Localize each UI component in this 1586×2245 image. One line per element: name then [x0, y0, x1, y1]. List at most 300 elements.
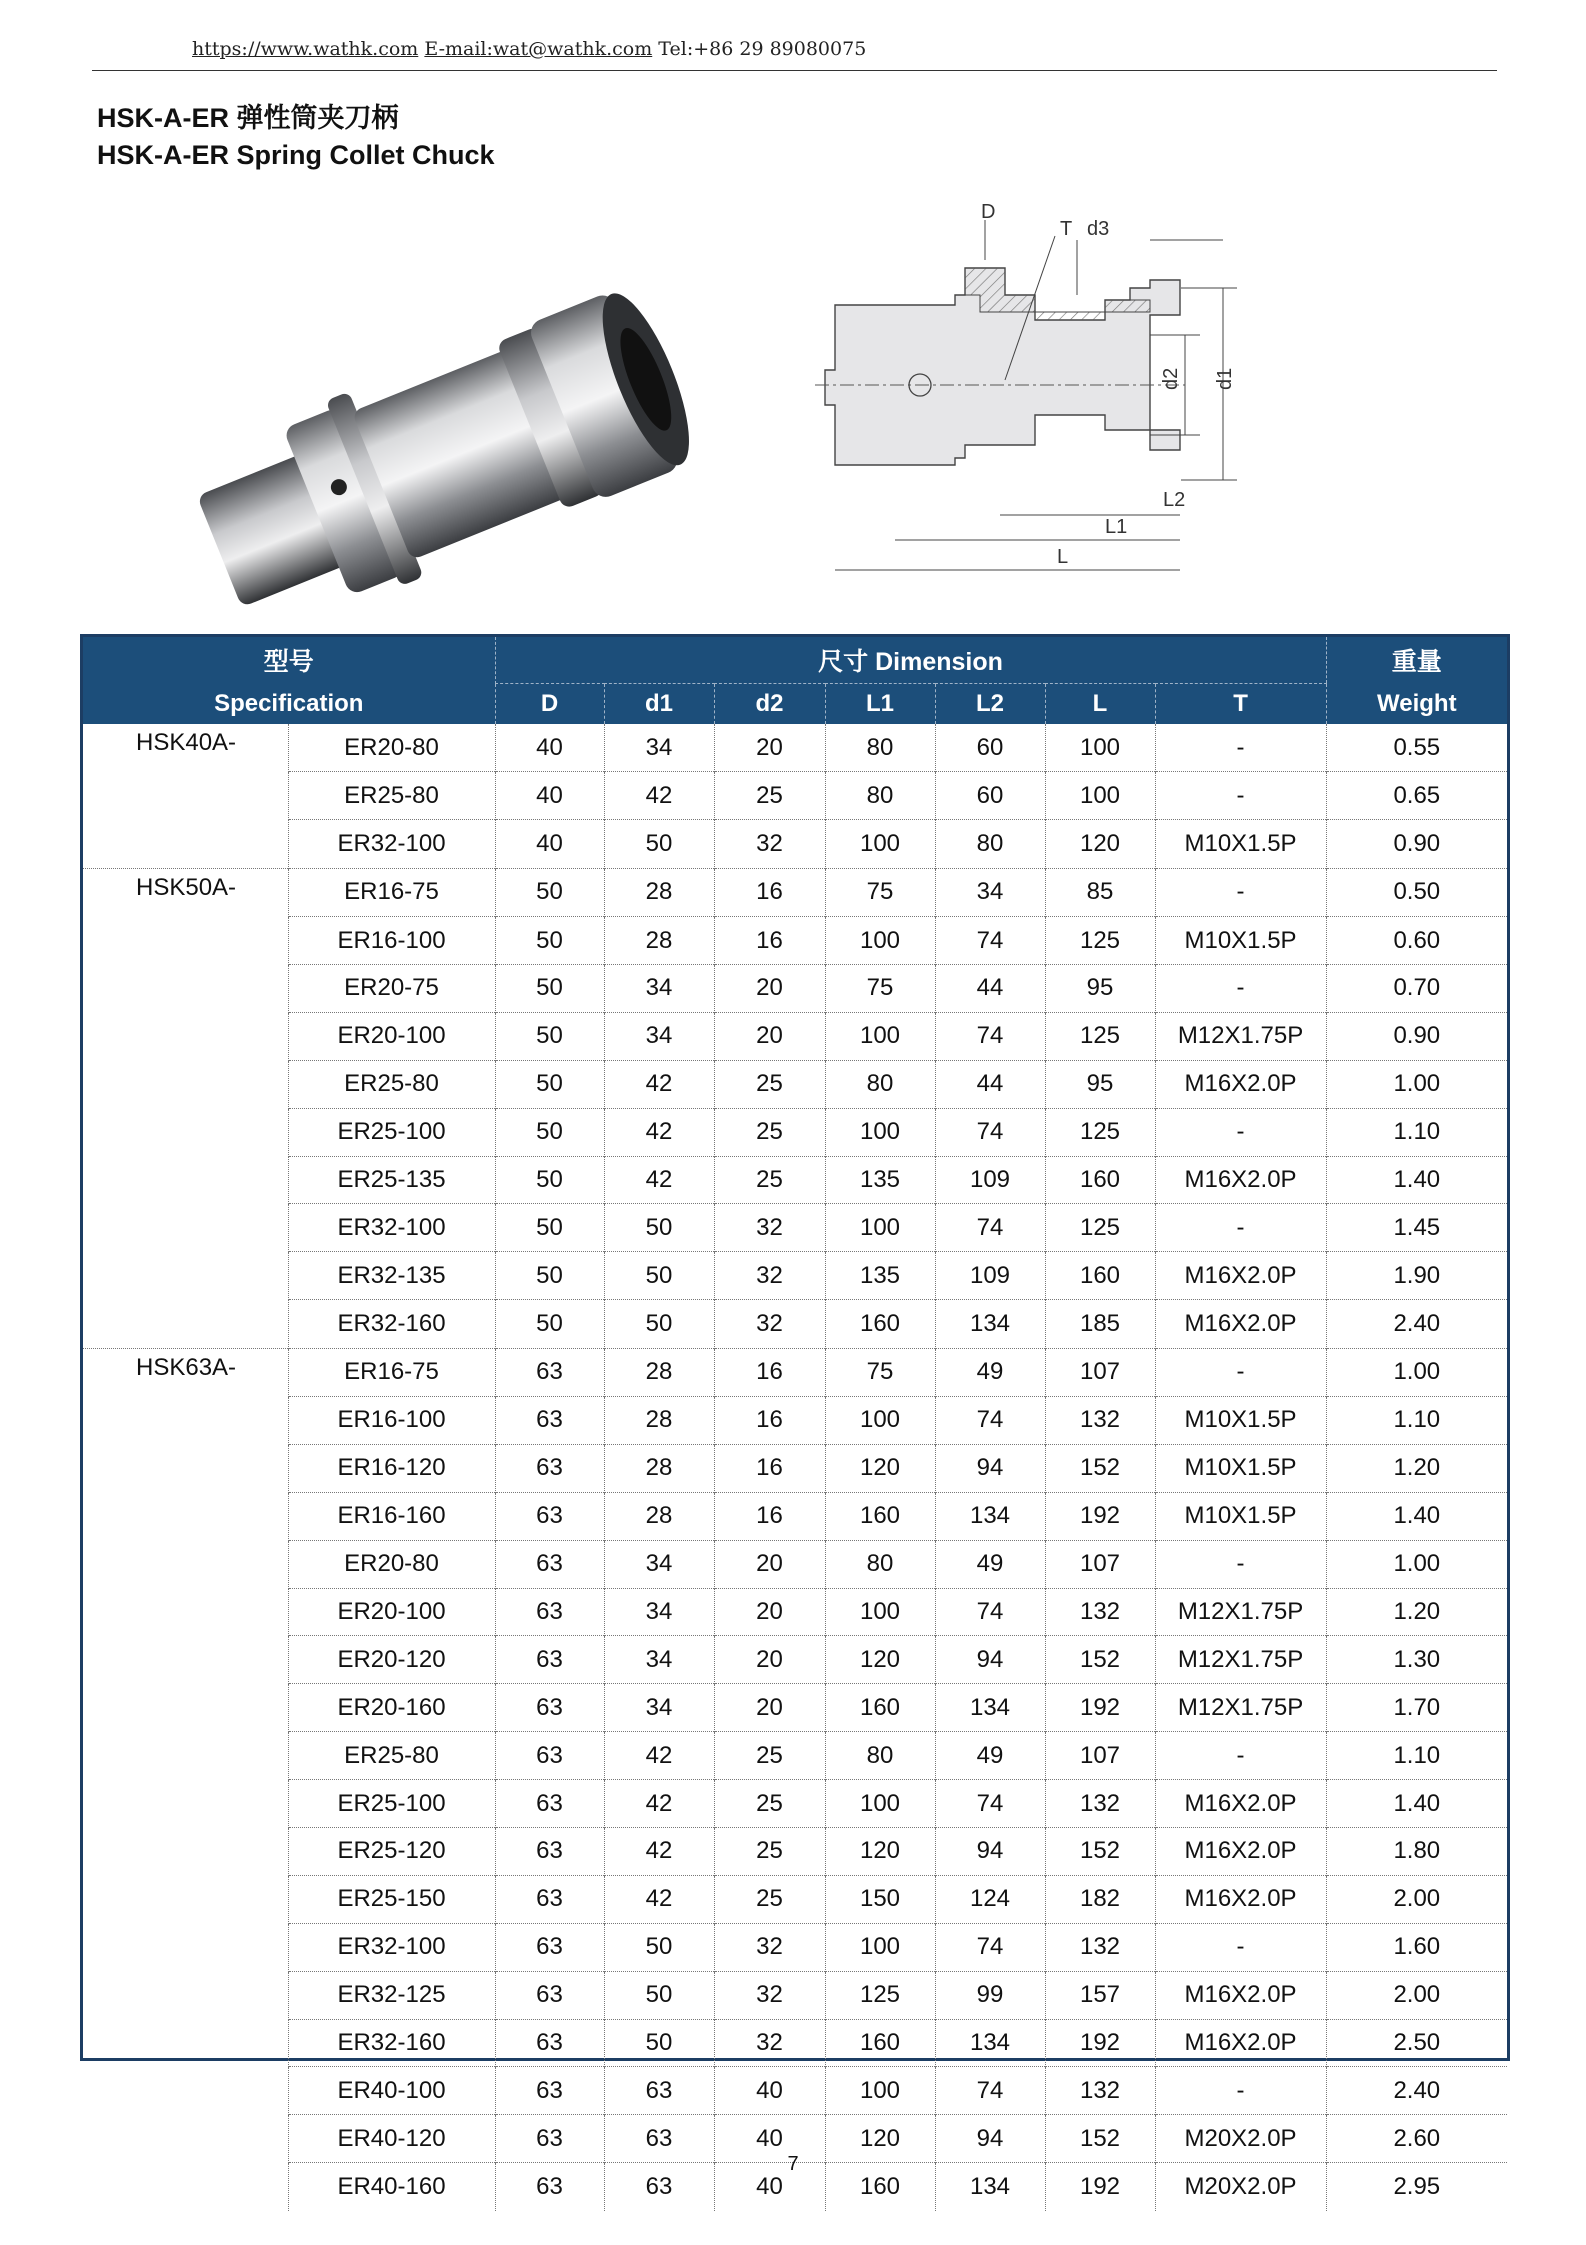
- value-cell: 100: [825, 1396, 935, 1444]
- value-cell: 16: [714, 1396, 825, 1444]
- value-cell: 63: [495, 2115, 604, 2163]
- value-cell: 160: [825, 1684, 935, 1732]
- series-cell: [83, 1492, 288, 1540]
- value-cell: 152: [1045, 2115, 1155, 2163]
- value-cell: M12X1.75P: [1155, 1636, 1326, 1684]
- value-cell: 185: [1045, 1300, 1155, 1348]
- value-cell: 1.80: [1326, 1827, 1507, 1875]
- value-cell: 125: [1045, 1012, 1155, 1060]
- value-cell: M16X2.0P: [1155, 1300, 1326, 1348]
- value-cell: 40: [714, 2067, 825, 2115]
- value-cell: 80: [825, 1060, 935, 1108]
- value-cell: 74: [935, 1923, 1045, 1971]
- value-cell: -: [1155, 1108, 1326, 1156]
- table-row: [83, 1156, 1507, 1204]
- model-cell: ER32-160: [288, 2019, 495, 2067]
- dimension-header: 尺寸 Dimension: [495, 637, 1326, 684]
- value-cell: 20: [714, 1636, 825, 1684]
- table-row: [83, 820, 1507, 868]
- series-cell: [83, 1971, 288, 2019]
- value-cell: 152: [1045, 1827, 1155, 1875]
- header-divider: [92, 70, 1497, 71]
- spec-table-container: [80, 634, 1510, 2200]
- table-row: [83, 1540, 1507, 1588]
- value-cell: 20: [714, 964, 825, 1012]
- spec-table-body: [83, 724, 1507, 2211]
- value-cell: 1.10: [1326, 1108, 1507, 1156]
- value-cell: 134: [935, 1492, 1045, 1540]
- value-cell: 0.60: [1326, 917, 1507, 965]
- value-cell: 28: [604, 1444, 714, 1492]
- value-cell: M20X2.0P: [1155, 2163, 1326, 2211]
- value-cell: 132: [1045, 1588, 1155, 1636]
- value-cell: 74: [935, 917, 1045, 965]
- value-cell: 32: [714, 1923, 825, 1971]
- model-cell: ER25-135: [288, 1156, 495, 1204]
- value-cell: 99: [935, 1971, 1045, 2019]
- value-cell: 109: [935, 1156, 1045, 1204]
- title-chinese: HSK-A-ER 弹性筒夹刀柄: [97, 103, 399, 133]
- value-cell: 120: [825, 1636, 935, 1684]
- value-cell: 40: [495, 772, 604, 820]
- value-cell: 1.10: [1326, 1396, 1507, 1444]
- table-row: [83, 1252, 1507, 1300]
- model-cell: ER16-120: [288, 1444, 495, 1492]
- value-cell: M16X2.0P: [1155, 1971, 1326, 2019]
- label-L: L: [1057, 546, 1069, 568]
- value-cell: 107: [1045, 1540, 1155, 1588]
- value-cell: 160: [1045, 1252, 1155, 1300]
- value-cell: 94: [935, 1827, 1045, 1875]
- value-cell: 42: [604, 1780, 714, 1828]
- series-cell: HSK50A-: [83, 868, 288, 916]
- phone-text: Tel:+86 29 89080075: [658, 38, 867, 60]
- value-cell: 120: [825, 1827, 935, 1875]
- value-cell: 74: [935, 2067, 1045, 2115]
- value-cell: 2.95: [1326, 2163, 1507, 2211]
- model-cell: ER25-80: [288, 1732, 495, 1780]
- spec-table: [83, 637, 1507, 2211]
- model-cell: ER16-75: [288, 1348, 495, 1396]
- value-cell: 160: [825, 1300, 935, 1348]
- value-cell: 80: [935, 820, 1045, 868]
- value-cell: 16: [714, 917, 825, 965]
- value-cell: 182: [1045, 1875, 1155, 1923]
- value-cell: 160: [825, 2019, 935, 2067]
- model-cell: ER32-160: [288, 1300, 495, 1348]
- series-cell: [83, 2019, 288, 2067]
- value-cell: 49: [935, 1348, 1045, 1396]
- value-cell: 40: [714, 2115, 825, 2163]
- value-cell: 150: [825, 1875, 935, 1923]
- value-cell: 1.00: [1326, 1540, 1507, 1588]
- value-cell: 50: [495, 1252, 604, 1300]
- value-cell: 60: [935, 724, 1045, 772]
- series-cell: [83, 1396, 288, 1444]
- value-cell: M16X2.0P: [1155, 1780, 1326, 1828]
- model-cell: ER32-125: [288, 1971, 495, 2019]
- label-d3: d3: [1087, 218, 1110, 240]
- value-cell: M16X2.0P: [1155, 1827, 1326, 1875]
- value-cell: 132: [1045, 1396, 1155, 1444]
- value-cell: 63: [495, 1780, 604, 1828]
- col-header-L: L: [1045, 684, 1155, 725]
- value-cell: 1.70: [1326, 1684, 1507, 1732]
- value-cell: 63: [604, 2067, 714, 2115]
- value-cell: 74: [935, 1588, 1045, 1636]
- value-cell: 1.40: [1326, 1156, 1507, 1204]
- value-cell: 135: [825, 1156, 935, 1204]
- value-cell: 2.00: [1326, 1971, 1507, 2019]
- col-header-d2: d2: [714, 684, 825, 725]
- value-cell: 132: [1045, 1923, 1155, 1971]
- value-cell: 2.40: [1326, 1300, 1507, 1348]
- value-cell: 192: [1045, 2163, 1155, 2211]
- table-row: [83, 1348, 1507, 1396]
- value-cell: 63: [495, 1923, 604, 1971]
- value-cell: 0.65: [1326, 772, 1507, 820]
- value-cell: 42: [604, 1060, 714, 1108]
- value-cell: 160: [825, 1492, 935, 1540]
- model-cell: ER20-100: [288, 1588, 495, 1636]
- value-cell: 28: [604, 1492, 714, 1540]
- model-cell: ER32-100: [288, 1923, 495, 1971]
- value-cell: 100: [825, 917, 935, 965]
- value-cell: 50: [604, 1923, 714, 1971]
- series-cell: [83, 1252, 288, 1300]
- title-english: HSK-A-ER Spring Collet Chuck: [97, 140, 495, 170]
- series-cell: [83, 1540, 288, 1588]
- series-cell: HSK63A-: [83, 1348, 288, 1396]
- value-cell: 1.90: [1326, 1252, 1507, 1300]
- value-cell: 109: [935, 1252, 1045, 1300]
- value-cell: 60: [935, 772, 1045, 820]
- value-cell: 42: [604, 1156, 714, 1204]
- website-link[interactable]: https://www.wathk.com: [192, 38, 419, 60]
- value-cell: 1.00: [1326, 1060, 1507, 1108]
- value-cell: 40: [714, 2163, 825, 2211]
- table-row: [83, 1012, 1507, 1060]
- value-cell: 74: [935, 1780, 1045, 1828]
- series-cell: [83, 1636, 288, 1684]
- table-row: [83, 868, 1507, 916]
- value-cell: -: [1155, 1204, 1326, 1252]
- value-cell: 100: [825, 1204, 935, 1252]
- value-cell: 50: [604, 2019, 714, 2067]
- value-cell: 132: [1045, 1780, 1155, 1828]
- value-cell: M10X1.5P: [1155, 1444, 1326, 1492]
- spec-header-en: Specification: [83, 684, 495, 725]
- value-cell: 25: [714, 1156, 825, 1204]
- value-cell: 63: [495, 1588, 604, 1636]
- value-cell: 25: [714, 1875, 825, 1923]
- value-cell: 100: [825, 1108, 935, 1156]
- value-cell: 95: [1045, 964, 1155, 1012]
- value-cell: 80: [825, 1732, 935, 1780]
- value-cell: 0.50: [1326, 868, 1507, 916]
- value-cell: 42: [604, 1732, 714, 1780]
- value-cell: 32: [714, 1252, 825, 1300]
- value-cell: 34: [604, 1012, 714, 1060]
- value-cell: 1.60: [1326, 1923, 1507, 1971]
- series-cell: [83, 820, 288, 868]
- value-cell: 160: [825, 2163, 935, 2211]
- table-row: [83, 1732, 1507, 1780]
- value-cell: 157: [1045, 1971, 1155, 2019]
- value-cell: 50: [495, 964, 604, 1012]
- value-cell: 2.60: [1326, 2115, 1507, 2163]
- table-row: [83, 1636, 1507, 1684]
- value-cell: 42: [604, 1875, 714, 1923]
- value-cell: 28: [604, 1348, 714, 1396]
- value-cell: 75: [825, 868, 935, 916]
- series-cell: [83, 1060, 288, 1108]
- value-cell: 50: [495, 1156, 604, 1204]
- col-header-T: T: [1155, 684, 1326, 725]
- value-cell: M10X1.5P: [1155, 820, 1326, 868]
- value-cell: 34: [604, 964, 714, 1012]
- value-cell: 1.40: [1326, 1492, 1507, 1540]
- value-cell: 50: [604, 1204, 714, 1252]
- value-cell: 50: [604, 1300, 714, 1348]
- value-cell: 0.55: [1326, 724, 1507, 772]
- value-cell: 32: [714, 1971, 825, 2019]
- value-cell: -: [1155, 964, 1326, 1012]
- table-row: [83, 1492, 1507, 1540]
- col-header-D: D: [495, 684, 604, 725]
- model-cell: ER16-75: [288, 868, 495, 916]
- table-row: [83, 1923, 1507, 1971]
- value-cell: 100: [825, 820, 935, 868]
- value-cell: 32: [714, 2019, 825, 2067]
- value-cell: -: [1155, 724, 1326, 772]
- model-cell: ER20-120: [288, 1636, 495, 1684]
- value-cell: 2.40: [1326, 2067, 1507, 2115]
- value-cell: 50: [604, 1971, 714, 2019]
- value-cell: 160: [1045, 1156, 1155, 1204]
- table-row: [83, 1396, 1507, 1444]
- series-cell: HSK40A-: [136, 729, 237, 756]
- series-cell: [83, 1012, 288, 1060]
- value-cell: 1.10: [1326, 1732, 1507, 1780]
- value-cell: 94: [935, 2115, 1045, 2163]
- table-row: [83, 772, 1507, 820]
- value-cell: M12X1.75P: [1155, 1588, 1326, 1636]
- model-cell: ER32-135: [288, 1252, 495, 1300]
- value-cell: 40: [495, 820, 604, 868]
- label-d1: d1: [1214, 367, 1236, 390]
- label-L1: L1: [1105, 516, 1128, 538]
- value-cell: 134: [935, 1300, 1045, 1348]
- value-cell: 63: [495, 1971, 604, 2019]
- table-row: [83, 1108, 1507, 1156]
- value-cell: 63: [495, 1540, 604, 1588]
- value-cell: 25: [714, 1732, 825, 1780]
- value-cell: 50: [495, 1300, 604, 1348]
- value-cell: 50: [495, 868, 604, 916]
- value-cell: 134: [935, 2163, 1045, 2211]
- value-cell: 125: [1045, 1204, 1155, 1252]
- value-cell: 192: [1045, 1492, 1155, 1540]
- value-cell: -: [1155, 1732, 1326, 1780]
- value-cell: 16: [714, 1444, 825, 1492]
- page-number: 7: [787, 2153, 799, 2175]
- value-cell: 74: [935, 1012, 1045, 1060]
- value-cell: 49: [935, 1540, 1045, 1588]
- value-cell: 120: [825, 1444, 935, 1492]
- value-cell: 16: [714, 1348, 825, 1396]
- value-cell: 1.00: [1326, 1348, 1507, 1396]
- value-cell: 192: [1045, 1684, 1155, 1732]
- value-cell: 63: [495, 1827, 604, 1875]
- model-cell: ER20-80: [288, 1540, 495, 1588]
- value-cell: 125: [825, 1971, 935, 2019]
- value-cell: 85: [1045, 868, 1155, 916]
- table-row: [83, 1300, 1507, 1348]
- table-row: [83, 1444, 1507, 1492]
- value-cell: 25: [714, 1827, 825, 1875]
- value-cell: 152: [1045, 1444, 1155, 1492]
- value-cell: -: [1155, 1923, 1326, 1971]
- label-L2: L2: [1163, 489, 1186, 511]
- value-cell: 152: [1045, 1636, 1155, 1684]
- value-cell: 100: [825, 1923, 935, 1971]
- value-cell: 74: [935, 1396, 1045, 1444]
- value-cell: 100: [825, 1012, 935, 1060]
- value-cell: M10X1.5P: [1155, 1396, 1326, 1444]
- model-cell: ER25-100: [288, 1108, 495, 1156]
- value-cell: M10X1.5P: [1155, 1492, 1326, 1540]
- value-cell: 100: [825, 1588, 935, 1636]
- value-cell: M16X2.0P: [1155, 1060, 1326, 1108]
- value-cell: 50: [495, 1060, 604, 1108]
- table-row: [83, 2019, 1507, 2067]
- value-cell: 20: [714, 1684, 825, 1732]
- value-cell: 34: [604, 1588, 714, 1636]
- value-cell: 20: [714, 1588, 825, 1636]
- value-cell: 1.20: [1326, 1588, 1507, 1636]
- value-cell: 42: [604, 1827, 714, 1875]
- value-cell: -: [1155, 868, 1326, 916]
- series-cell: [83, 1875, 288, 1923]
- value-cell: 80: [825, 724, 935, 772]
- model-cell: ER20-75: [288, 964, 495, 1012]
- value-cell: 63: [495, 2019, 604, 2067]
- value-cell: 63: [604, 2163, 714, 2211]
- series-cell: [83, 1732, 288, 1780]
- value-cell: 34: [604, 1684, 714, 1732]
- model-cell: ER40-120: [288, 2115, 495, 2163]
- model-cell: ER32-100: [288, 1204, 495, 1252]
- value-cell: 25: [714, 1060, 825, 1108]
- value-cell: M16X2.0P: [1155, 1875, 1326, 1923]
- model-cell: ER20-80: [288, 724, 495, 772]
- weight-header-cn: 重量: [1326, 637, 1507, 684]
- value-cell: 134: [935, 2019, 1045, 2067]
- value-cell: 50: [495, 917, 604, 965]
- value-cell: M12X1.75P: [1155, 1012, 1326, 1060]
- value-cell: 94: [935, 1444, 1045, 1492]
- value-cell: 74: [935, 1204, 1045, 1252]
- table-row: [83, 964, 1507, 1012]
- value-cell: M12X1.75P: [1155, 1684, 1326, 1732]
- series-cell: [83, 1108, 288, 1156]
- value-cell: -: [1155, 1540, 1326, 1588]
- value-cell: 1.45: [1326, 1204, 1507, 1252]
- model-cell: ER40-160: [288, 2163, 495, 2211]
- spec-header-cn: 型号: [83, 637, 495, 684]
- table-row: [83, 1971, 1507, 2019]
- value-cell: 34: [604, 1636, 714, 1684]
- value-cell: 100: [1045, 724, 1155, 772]
- value-cell: 63: [495, 1444, 604, 1492]
- value-cell: 20: [714, 1012, 825, 1060]
- value-cell: 63: [495, 1492, 604, 1540]
- value-cell: 107: [1045, 1348, 1155, 1396]
- value-cell: 95: [1045, 1060, 1155, 1108]
- value-cell: 74: [935, 1108, 1045, 1156]
- value-cell: 100: [1045, 772, 1155, 820]
- value-cell: 40: [495, 724, 604, 772]
- value-cell: 28: [604, 1396, 714, 1444]
- value-cell: 2.00: [1326, 1875, 1507, 1923]
- model-cell: ER16-100: [288, 1396, 495, 1444]
- value-cell: 42: [604, 1108, 714, 1156]
- value-cell: 50: [495, 1108, 604, 1156]
- series-cell: [83, 1827, 288, 1875]
- value-cell: 50: [495, 1012, 604, 1060]
- value-cell: 192: [1045, 2019, 1155, 2067]
- technical-drawing: [805, 200, 1450, 610]
- value-cell: M16X2.0P: [1155, 1156, 1326, 1204]
- value-cell: 16: [714, 868, 825, 916]
- label-D: D: [981, 201, 996, 223]
- value-cell: 80: [825, 1540, 935, 1588]
- email-link[interactable]: E-mail:wat@wathk.com: [424, 38, 653, 60]
- value-cell: 0.70: [1326, 964, 1507, 1012]
- series-cell: [83, 1444, 288, 1492]
- product-photo: [125, 190, 715, 610]
- value-cell: M16X2.0P: [1155, 2019, 1326, 2067]
- series-cell: [83, 1300, 288, 1348]
- value-cell: 50: [495, 1204, 604, 1252]
- table-row: [83, 1684, 1507, 1732]
- value-cell: 124: [935, 1875, 1045, 1923]
- model-cell: ER25-120: [288, 1827, 495, 1875]
- value-cell: 135: [825, 1252, 935, 1300]
- model-cell: ER25-100: [288, 1780, 495, 1828]
- series-cell: [83, 1204, 288, 1252]
- value-cell: 50: [604, 820, 714, 868]
- value-cell: 100: [825, 2067, 935, 2115]
- col-header-d1: d1: [604, 684, 714, 725]
- value-cell: 75: [825, 964, 935, 1012]
- value-cell: 50: [604, 1252, 714, 1300]
- value-cell: 44: [935, 964, 1045, 1012]
- value-cell: 20: [714, 1540, 825, 1588]
- value-cell: M20X2.0P: [1155, 2115, 1326, 2163]
- value-cell: 63: [604, 2115, 714, 2163]
- model-cell: ER20-100: [288, 1012, 495, 1060]
- series-cell: [83, 1588, 288, 1636]
- series-cell: [83, 917, 288, 965]
- model-cell: ER25-150: [288, 1875, 495, 1923]
- value-cell: 32: [714, 1204, 825, 1252]
- value-cell: 0.90: [1326, 1012, 1507, 1060]
- label-T: T: [1060, 218, 1073, 240]
- value-cell: 28: [604, 917, 714, 965]
- model-cell: ER16-100: [288, 917, 495, 965]
